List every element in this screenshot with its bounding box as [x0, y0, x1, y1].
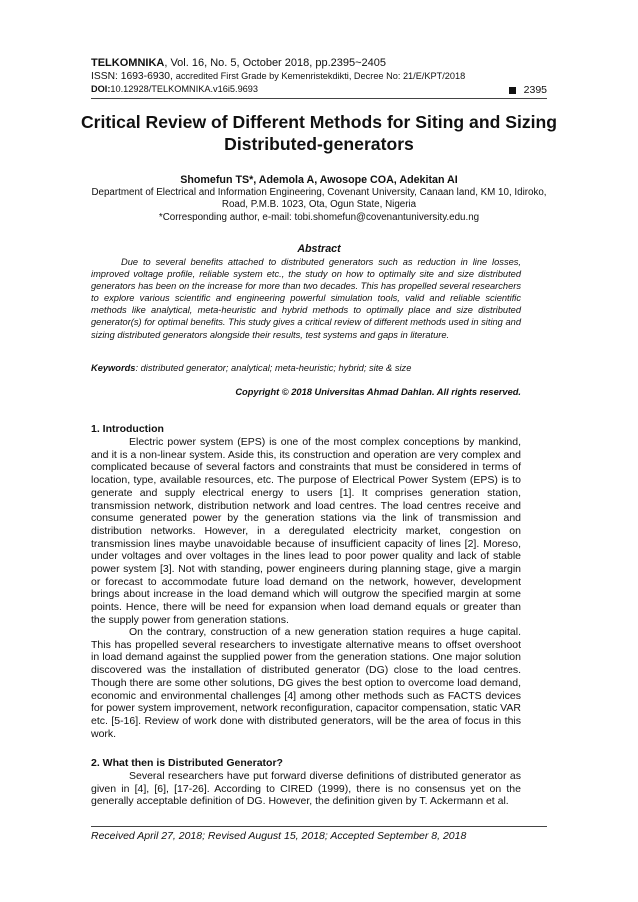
keywords-label: Keywords	[91, 363, 136, 373]
paper-title: Critical Review of Different Methods for Siting and Sizing Distributed-generators	[80, 112, 558, 154]
affiliation: Department of Electrical and Information Engineering, Covenant University, Canaan land, KM 10, Idiroko, Road, P.M.B. 1023, Ota, Ogun State, Nigeria	[91, 187, 547, 211]
journal-name: TELKOMNIKA	[91, 57, 165, 69]
volume-info: , Vol. 16, No. 5, October 2018, pp.2395~2405	[164, 57, 387, 69]
issn-line	[91, 71, 551, 82]
footer-rule	[91, 826, 547, 827]
issn: ISSN: 1693-6930,	[91, 71, 176, 82]
abstract-text: Due to several benefits attached to distributed generators such as reduction in line losses, improved voltage profile, reliable system etc., the study on how to optimally site and size distributed generators has been on the increase for more than two decades. This has propelled several researchers to explore various scientific and engineering powerful simulation tools, valid and reliable scientific methods like analytical, meta-heuristic and hybrid methods to optimally place and size distributed generator(s) for optimal benefits. This study gives a critical review of different methods used in siting and sizing distributed generators alongside their results, test systems and gaps in literature.	[91, 257, 521, 340]
correspondence: *Corresponding author, e-mail: tobi.shomefun@covenantuniversity.edu.ng	[158, 211, 480, 223]
doi-line	[91, 84, 551, 94]
section-2-paragraph-1: Several researchers have put forward diverse definitions of distributed generator as given in [4], [6], [17-26]. According to CIRED (1999), there is no consensus yet on the generally acceptable definition of DG. However, the definition given by T. Ackermann et al.	[91, 770, 521, 808]
page-number-block	[509, 84, 547, 96]
authors: Shomefun TS*, Ademola A, Awosope COA, Adekitan AI	[180, 174, 458, 186]
abstract-heading: Abstract	[297, 243, 341, 255]
accreditation: accredited First Grade by Kemenristekdikti, Decree No: 21/E/KPT/2018	[175, 71, 466, 81]
section-1-paragraph-1: Electric power system (EPS) is one of the most complex conceptions by mankind, and it is a non-linear system. Aside this, its construction and operation are very complex and complicated because of several factors and constraints that must be considered in terms of location, type, available resources, etc. The purpose of Electrical Power System (EPS) is to generate and supply electrical energy to users [1]. It comprises generation station, transmission network, distribution network and load centres. The load centres receive and consume generated power by the generation stations via the link of transmission and distribution networks. However, in a deregulated electricity market, congestion on transmission lines maybe unavoidable because of insufficient capacity of lines [2]. Moreso, under voltages and over voltages in the lines lead to poor power quality and lack of stable power system [3]. Not with standing, power engineers during planning stage, give a margin or forecast to accommodate future load demand on the network, however, development brings about increase in the load demand which will outgrow the specified margin at some points. Hence, there will be need for expansion when load demand equals or greater than the supply power from generation stations.	[91, 436, 521, 626]
keywords	[91, 363, 521, 373]
affiliation-block	[80, 187, 558, 224]
section-1-paragraph-2: On the contrary, construction of a new generation station requires a huge capital. This has propelled several researchers to investigate alternative means to offset overshoot in load demand against the supplied power from the generation stations. One major solution discovered was the installation of distributed generator (DG) close to the load centres. Though there are some other solutions, DG gives the best option to overcome load demand, economic and environmental challenges [4] among other methods such as FACTS devices for power system improvement, network reconfiguration, capacitor compensation, static VAR etc. [5-16]. Review of work done with distributed generators, will be the area of focus in this work.	[91, 626, 521, 740]
doi-value: 10.12928/TELKOMNIKA.v16i5.9693	[110, 84, 259, 94]
header-rule	[91, 98, 547, 99]
square-bullet-icon	[509, 87, 516, 94]
keywords-text: : distributed generator; analytical; meta-heuristic; hybrid; site & size	[135, 363, 412, 373]
copyright-notice: Copyright © 2018 Universitas Ahmad Dahlan. All rights reserved.	[235, 387, 521, 397]
doi-label: DOI:	[91, 84, 111, 94]
page-number: 2395	[523, 84, 547, 96]
section-1-heading: 1. Introduction	[91, 423, 164, 435]
journal-header-line	[91, 57, 551, 69]
received-dates: Received April 27, 2018; Revised August 15, 2018; Accepted September 8, 2018	[91, 830, 467, 842]
section-2-heading: 2. What then is Distributed Generator?	[91, 757, 283, 769]
